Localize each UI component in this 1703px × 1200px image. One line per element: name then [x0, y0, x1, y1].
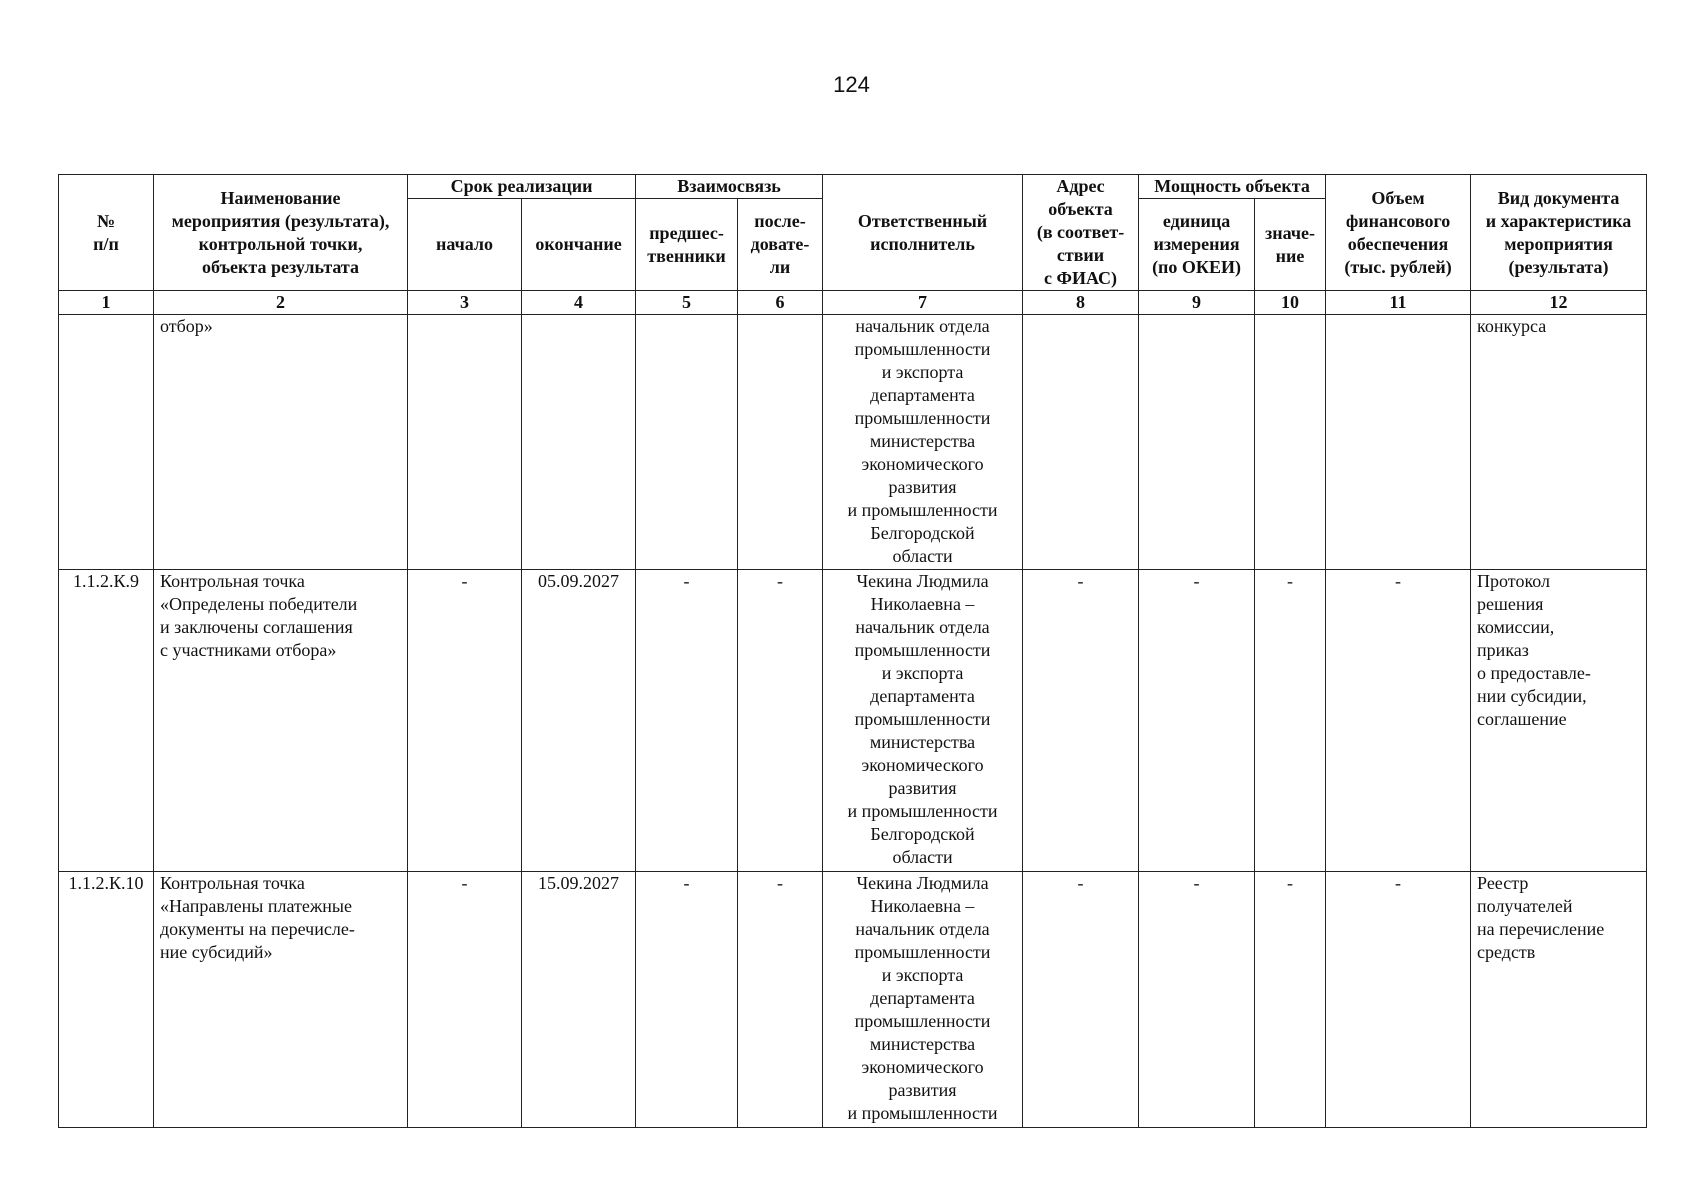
- cell-successors: -: [738, 570, 823, 872]
- cell-unit: [1139, 315, 1255, 570]
- column-number: 2: [154, 291, 408, 315]
- header-financing: Объем финансового обеспечения (тыс. рублей): [1326, 175, 1471, 291]
- activity-plan-table: [58, 174, 1647, 1128]
- cell-successors: -: [738, 872, 823, 1128]
- header-start: начало: [408, 199, 522, 291]
- cell-predecessors: -: [636, 872, 738, 1128]
- column-number: 10: [1255, 291, 1326, 315]
- cell-unit: -: [1139, 570, 1255, 872]
- cell-value: [1255, 315, 1326, 570]
- header-document: Вид документа и характеристика мероприятия (результата): [1471, 175, 1647, 291]
- cell-name: Контрольная точка «Определены победители и заключены соглашения с участниками отбора»: [154, 570, 408, 872]
- column-number: 1: [59, 291, 154, 315]
- header-end: окончание: [522, 199, 636, 291]
- cell-num: 1.1.2.К.9: [59, 570, 154, 872]
- cell-value: -: [1255, 570, 1326, 872]
- cell-document: конкурса: [1471, 315, 1647, 570]
- header-num: № п/п: [59, 175, 154, 291]
- header-capacity-group: Мощность объекта: [1139, 175, 1326, 199]
- cell-responsible: Чекина Людмила Николаевна – начальник отдела промышленности и экспорта департамента промышленности министерства экономического развития и промышленности: [823, 872, 1023, 1128]
- cell-financing: -: [1326, 570, 1471, 872]
- header-predecessors: предшес- твенники: [636, 199, 738, 291]
- cell-financing: -: [1326, 872, 1471, 1128]
- cell-start: -: [408, 872, 522, 1128]
- table-row: [59, 570, 1647, 872]
- column-number: 6: [738, 291, 823, 315]
- column-number: 3: [408, 291, 522, 315]
- header-value: значе- ние: [1255, 199, 1326, 291]
- cell-name: Контрольная точка «Направлены платежные документы на перечисле- ние субсидий»: [154, 872, 408, 1128]
- cell-start: -: [408, 570, 522, 872]
- cell-address: -: [1023, 872, 1139, 1128]
- cell-unit: -: [1139, 872, 1255, 1128]
- header-successors: после- довате- ли: [738, 199, 823, 291]
- cell-num: [59, 315, 154, 570]
- cell-num: 1.1.2.К.10: [59, 872, 154, 1128]
- column-number: 4: [522, 291, 636, 315]
- page-number: 124: [833, 72, 870, 97]
- header-address: Адрес объекта (в соответ- ствии с ФИАС): [1023, 175, 1139, 291]
- table-row: [59, 872, 1647, 1128]
- table-row: [59, 315, 1647, 570]
- cell-address: -: [1023, 570, 1139, 872]
- cell-end: 15.09.2027: [522, 872, 636, 1128]
- cell-value: -: [1255, 872, 1326, 1128]
- column-number: 7: [823, 291, 1023, 315]
- cell-predecessors: -: [636, 570, 738, 872]
- header-unit: единица измерения (по ОКЕИ): [1139, 199, 1255, 291]
- cell-end: [522, 315, 636, 570]
- cell-document: Реестр получателей на перечисление средств: [1471, 872, 1647, 1128]
- cell-successors: [738, 315, 823, 570]
- column-number: 8: [1023, 291, 1139, 315]
- header-period-group: Срок реализации: [408, 175, 636, 199]
- column-number: 12: [1471, 291, 1647, 315]
- column-number: 5: [636, 291, 738, 315]
- cell-responsible: Чекина Людмила Николаевна – начальник отдела промышленности и экспорта департамента промышленности министерства экономического развития и промышленности Белгородской области: [823, 570, 1023, 872]
- cell-document: Протокол решения комиссии, приказ о предоставле- нии субсидии, соглашение: [1471, 570, 1647, 872]
- cell-financing: [1326, 315, 1471, 570]
- cell-address: [1023, 315, 1139, 570]
- header-relation-group: Взаимосвязь: [636, 175, 823, 199]
- cell-name: отбор»: [154, 315, 408, 570]
- cell-end: 05.09.2027: [522, 570, 636, 872]
- cell-start: [408, 315, 522, 570]
- header-responsible: Ответственный исполнитель: [823, 175, 1023, 291]
- header-name: Наименование мероприятия (результата), контрольной точки, объекта результата: [154, 175, 408, 291]
- column-number: 9: [1139, 291, 1255, 315]
- cell-predecessors: [636, 315, 738, 570]
- column-number: 11: [1326, 291, 1471, 315]
- cell-responsible: начальник отдела промышленности и экспорта департамента промышленности министерства экономического развития и промышленности Белгородской области: [823, 315, 1023, 570]
